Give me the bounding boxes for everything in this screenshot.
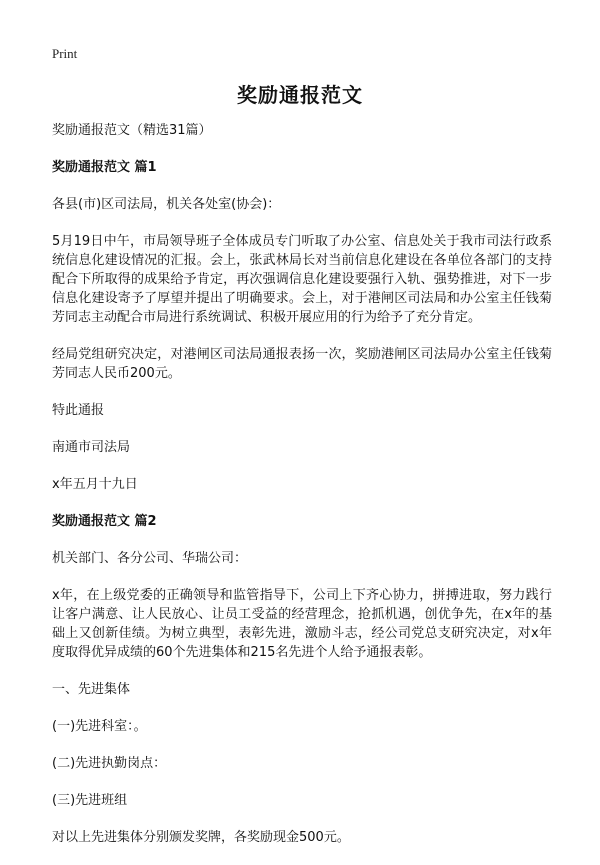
- page-title: 奖励通报范文: [237, 83, 363, 107]
- paragraph-addressee-2: 机关部门、各分公司、华瑞公司：: [52, 551, 248, 566]
- paragraph-body-2: x年，在上级党委的正确领导和监管指导下，公司上下齐心协力，拼搏进取，努力践行让客户满意、让人民放心、让员工受益的经营理念，抢抓机遇，创优争先，在x年的基础上又创新佳绩。为树立典型，表彰先进，激励斗志，经公司党总支研究决定，对x年度取得优异成绩的60个先进集体和215名先进个人给予通报表彰。: [52, 588, 552, 660]
- paragraph-date-1: x年五月十九日: [52, 477, 138, 492]
- section-heading-2: 奖励通报范文 篇2: [52, 514, 157, 529]
- paragraph-addressee-1: 各县(市)区司法局，机关各处室(协会)：: [52, 197, 281, 212]
- document-body: [52, 121, 552, 865]
- paragraph-award: 对以上先进集体分别颁发奖牌，各奖励现金500元。: [52, 830, 350, 845]
- paragraph-issuer-1: 南通市司法局: [52, 440, 131, 455]
- paragraph-body-1: 5月19日中午，市局领导班子全体成员专门听取了办公室、信息处关于我市司法行政系统信息化建设情况的汇报。会上，张武林局长对当前信息化建设在各单位各部门的支持配合下所取得的成果给予肯定，再次强调信息化建设要强行入轨、强势推进，对下一步信息化建设寄予了厚望并提出了明确要求。会上，对于港闸区司法局和办公室主任钱菊芳同志主动配合市局进行系统调试、积极开展应用的行为给予了充分肯定。: [52, 234, 552, 325]
- paragraph-notice-1: 特此通报: [52, 403, 105, 418]
- paragraph-list-item-2: (二)先进执勤岗点：: [52, 756, 167, 771]
- section-heading-1: 奖励通报范文 篇1: [52, 160, 157, 175]
- paragraph-list-item-1: (一)先进科室：。: [52, 719, 147, 734]
- print-label: Print: [52, 46, 78, 61]
- paragraph-list-item-3: (三)先进班组: [52, 793, 128, 808]
- paragraph-list-heading: 一、先进集体: [52, 682, 131, 697]
- paragraph-decision-1: 经局党组研究决定，对港闸区司法局通报表扬一次，奖励港闸区司法局办公室主任钱菊芳同志人民币200元。: [52, 347, 552, 381]
- document-subtitle: 奖励通报范文（精选31篇）: [52, 123, 212, 138]
